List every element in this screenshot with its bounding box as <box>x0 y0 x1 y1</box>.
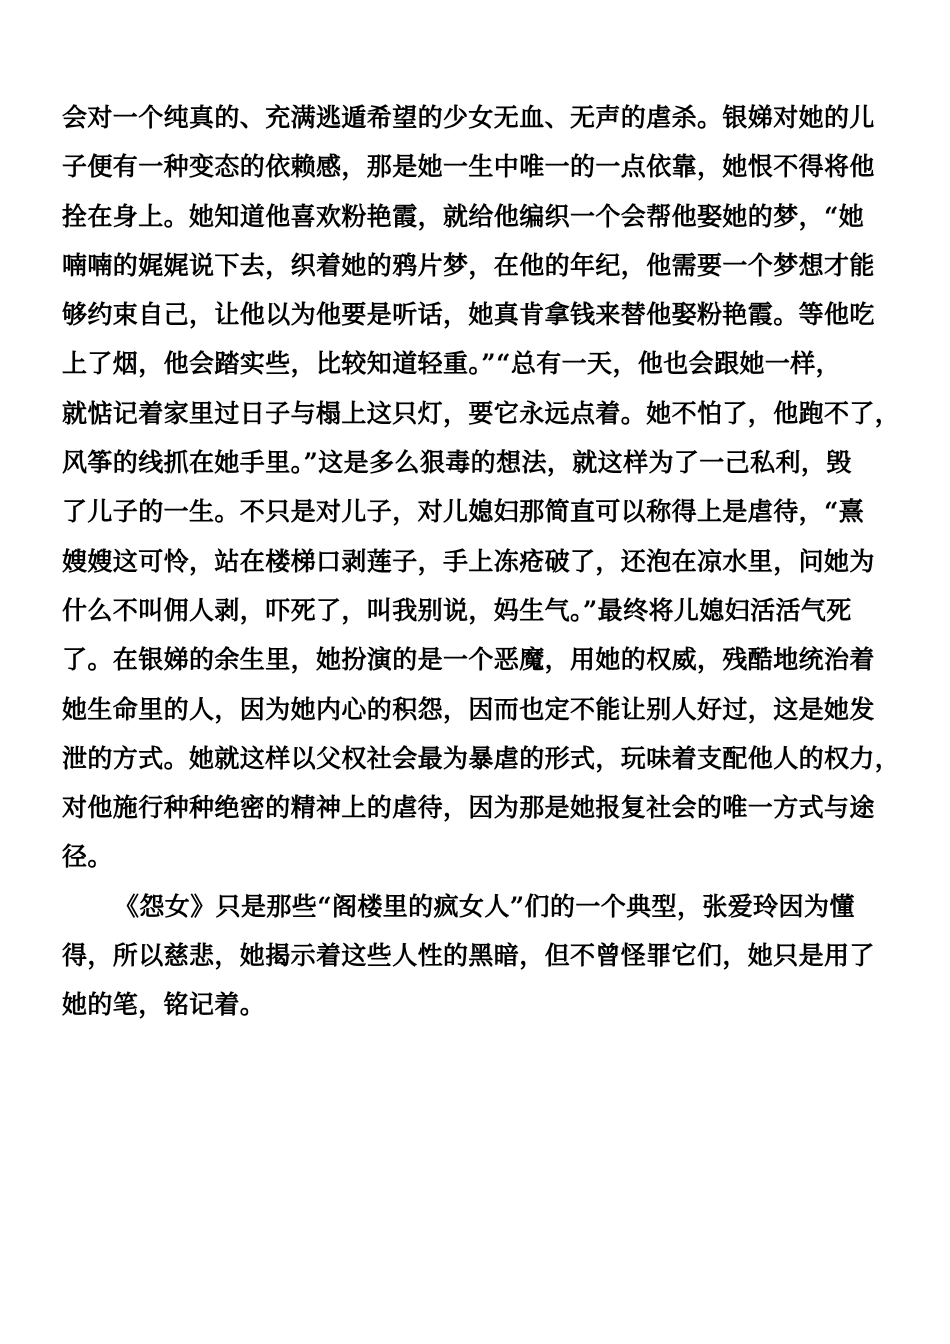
text-line: 了儿子的一生。不只是对儿子，对儿媳妇那简直可以称得上是虐待，“熹 <box>62 497 865 527</box>
text-line: 嫂嫂这可怜，站在楼梯口剥莲子，手上冻疮破了，还泡在凉水里，问她为 <box>62 546 875 576</box>
text-line: 泄的方式。她就这样以父权社会最为暴虐的形式，玩味着支配他人的权力， <box>62 743 901 773</box>
paragraph-start-line: 《怨女》只是那些“阁楼里的疯女人”们的一个典型，张爱玲因为懂 <box>114 891 855 921</box>
text-line: 就惦记着家里过日子与榻上这只灯，要它永远点着。她不怕了，他跑不了， <box>62 398 901 428</box>
body-text <box>62 93 901 1030</box>
text-line: 径。 <box>62 842 113 872</box>
text-line: 上了烟，他会踏实些，比较知道轻重。”“总有一天，他也会跟她一样， <box>62 349 842 379</box>
text-line: 对他施行种种绝密的精神上的虐待，因为那是她报复社会的唯一方式与途 <box>62 793 875 823</box>
text-line: 拴在身上。她知道他喜欢粉艳霞，就给他编织一个会帮他娶她的梦，“她 <box>62 201 865 231</box>
text-line: 喃喃的娓娓说下去，织着她的鸦片梦，在他的年纪，他需要一个梦想才能 <box>62 250 875 280</box>
text-line: 子便有一种变态的依赖感，那是她一生中唯一的一点依靠，她恨不得将他 <box>62 152 875 182</box>
text-line: 她生命里的人，因为她内心的积怨，因而也定不能让别人好过，这是她发 <box>62 694 875 724</box>
text-line: 够约束自己，让他以为他要是听话，她真肯拿钱来替他娶粉艳霞。等他吃 <box>62 300 875 330</box>
text-line: 会对一个纯真的、充满逃遁希望的少女无血、无声的虐杀。银娣对她的儿 <box>62 103 875 132</box>
text-line: 她的笔，铭记着。 <box>62 990 266 1020</box>
text-line: 什么不叫佣人剥，吓死了，叫我别说，妈生气。”最终将儿媳妇活活气死 <box>62 595 852 625</box>
text-line: 风筝的线抓在她手里。”这是多么狠毒的想法，就这样为了一己私利，毁 <box>62 448 852 478</box>
text-line: 了。在银娣的余生里，她扮演的是一个恶魔，用她的权威，残酷地统治着 <box>62 645 875 675</box>
text-line: 得，所以慈悲，她揭示着这些人性的黑暗，但不曾怪罪它们，她只是用了 <box>62 941 875 971</box>
